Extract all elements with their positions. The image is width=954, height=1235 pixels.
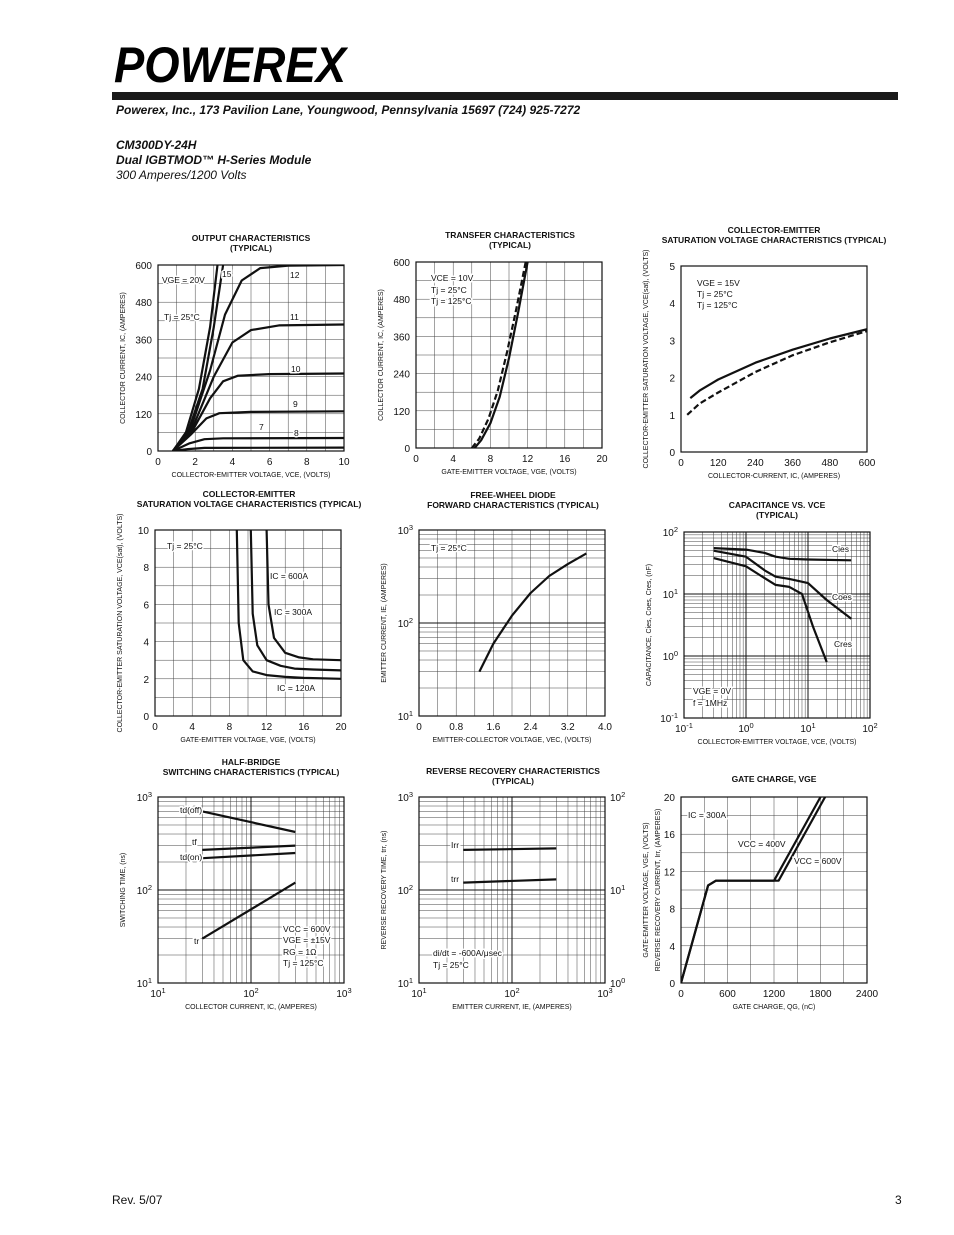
y-tick-label: 5 bbox=[669, 262, 675, 273]
chart-annotation: IC = 300A bbox=[688, 810, 727, 820]
chart-annotation: VCC = 400V bbox=[738, 839, 786, 849]
chart-9-grid bbox=[681, 797, 867, 983]
chart-annotation: di/dt = -600A/μsec bbox=[433, 948, 502, 958]
chart-4-title-line: COLLECTOR-EMITTER bbox=[202, 489, 296, 499]
y-axis-label: EMITTER CURRENT, IE, (AMPERES) bbox=[381, 563, 388, 683]
y-tick-label: 0 bbox=[146, 447, 152, 458]
x-tick-label: $10^0$ bbox=[738, 721, 754, 735]
x-axis-label: COLLECTOR-EMITTER VOLTAGE, VCE, (VOLTS) bbox=[171, 472, 331, 479]
x-tick-label: 2.4 bbox=[523, 722, 538, 733]
chart-5-title-line: FREE-WHEEL DIODE bbox=[470, 490, 556, 500]
x-tick-label: 0 bbox=[413, 454, 419, 465]
y-tick-label: 4 bbox=[143, 637, 149, 649]
chart-annotation: trr bbox=[451, 874, 460, 884]
x-tick-label: 0 bbox=[416, 722, 422, 733]
y-tick-label: $10^3$ bbox=[397, 523, 413, 537]
chart-4 bbox=[117, 514, 347, 744]
chart-annotation: td(on) bbox=[180, 852, 203, 862]
x-axis-label: COLLECTOR-CURRENT, IC, (AMPERES) bbox=[707, 473, 841, 480]
x-tick-label: 6 bbox=[266, 457, 273, 468]
chart-annotation: VGE = ±15V bbox=[283, 935, 331, 945]
y-tick-label: $10^2$ bbox=[136, 883, 152, 897]
chart-annotation: td(off) bbox=[180, 805, 203, 815]
chart-1 bbox=[120, 261, 350, 479]
chart-annotation: f = 1MHz bbox=[693, 698, 728, 708]
y-tick-label: 6 bbox=[143, 600, 149, 612]
x-tick-label: 20 bbox=[335, 722, 347, 733]
chart-3-title-line: COLLECTOR-EMITTER bbox=[727, 225, 821, 235]
y-tick-label: 0 bbox=[669, 448, 675, 459]
chart-7-subtitle: SWITCHING CHARACTERISTICS (TYPICAL) bbox=[162, 766, 340, 777]
y-tick-label: 0 bbox=[404, 444, 410, 455]
series-line bbox=[202, 853, 295, 858]
chart-1-title-line: OUTPUT CHARACTERISTICS bbox=[191, 233, 311, 243]
chart-annotation: 11 bbox=[290, 312, 299, 322]
y-tick-label: 0 bbox=[143, 712, 149, 723]
x-tick-label: $10^1$ bbox=[150, 986, 166, 1000]
y-tick-label: 4 bbox=[669, 299, 675, 311]
x-tick-label: 1200 bbox=[762, 989, 786, 1000]
chart-6-title-line: CAPACITANCE VS. VCE bbox=[728, 500, 826, 510]
x-tick-label: 8 bbox=[304, 457, 310, 468]
chart-annotation: 15 bbox=[222, 269, 232, 279]
x-tick-label: 8 bbox=[487, 454, 494, 465]
x-tick-label: $10^2$ bbox=[504, 986, 520, 1000]
y-axis-label: COLLECTOR-EMITTER SATURATION VOLTAGE, VCE(sat), (VOLTS) bbox=[643, 249, 650, 469]
chart-annotation: VGE = 15V bbox=[697, 278, 740, 288]
chart-annotation: Tj = 125°C bbox=[431, 296, 472, 306]
chart-annotation: IC = 120A bbox=[277, 683, 316, 693]
chart-annotation: VCC = 600V bbox=[794, 856, 842, 866]
y-tick-label: 360 bbox=[135, 335, 152, 347]
y-tick-label: 480 bbox=[135, 298, 152, 310]
y-tick-label: $10^{-1}$ bbox=[660, 711, 678, 725]
y-tick-label: 12 bbox=[663, 867, 675, 879]
chart-5 bbox=[381, 523, 612, 744]
x-tick-label: 0 bbox=[678, 989, 684, 1000]
y-axis-label: COLLECTOR CURRENT, IC, (AMPERES) bbox=[120, 292, 127, 424]
y-tick-label: $10^2$ bbox=[397, 883, 413, 897]
chart-annotation: Cres bbox=[834, 639, 852, 649]
y-tick-label: 240 bbox=[135, 372, 152, 384]
chart-annotation: VCC = 600V bbox=[283, 924, 331, 934]
chart-1-subtitle: (TYPICAL) bbox=[229, 242, 273, 253]
y-tick-label: 120 bbox=[393, 406, 410, 418]
chart-annotation: 10 bbox=[291, 364, 301, 374]
x-tick-label: 8 bbox=[226, 722, 233, 733]
y-axis-label: COLLECTOR-EMITTER SATURATION VOLTAGE, VCE(sat), (VOLTS) bbox=[117, 513, 124, 733]
y-axis-label: SWITCHING TIME, (ns) bbox=[120, 852, 127, 928]
x-tick-label: $10^{-1}$ bbox=[675, 721, 693, 735]
x-tick-label: 0.8 bbox=[449, 722, 464, 733]
chart-6-subtitle: (TYPICAL) bbox=[755, 509, 799, 520]
chart-annotation: IC = 300A bbox=[274, 607, 313, 617]
y-right-tick-label: $10^2$ bbox=[610, 790, 626, 804]
chart-annotation: 7 bbox=[259, 422, 264, 432]
y-axis-label: GATE-EMITTER VOLTAGE, VGE, (VOLTS) bbox=[643, 822, 650, 958]
y-tick-label: $10^3$ bbox=[136, 790, 152, 804]
chart-annotation: Tj = 25°C bbox=[164, 312, 200, 322]
x-axis-label: GATE CHARGE, QG, (nC) bbox=[732, 1004, 816, 1011]
series-line bbox=[202, 846, 295, 850]
y-tick-label: 16 bbox=[663, 830, 675, 842]
chart-annotation: tf bbox=[192, 837, 197, 847]
y-tick-label: 2 bbox=[669, 373, 675, 385]
x-tick-label: 0 bbox=[152, 722, 158, 733]
chart-7-title-line: HALF-BRIDGE bbox=[221, 757, 281, 767]
chart-3-subtitle: SATURATION VOLTAGE CHARACTERISTICS (TYPICAL) bbox=[661, 234, 887, 245]
y-tick-label: 600 bbox=[393, 258, 410, 269]
x-tick-label: 10 bbox=[338, 457, 350, 468]
logo-text: POWEREX bbox=[114, 40, 348, 88]
y-right-tick-label: $10^0$ bbox=[610, 976, 626, 990]
chart-annotation: VGE = 20V bbox=[162, 275, 205, 285]
chart-3 bbox=[643, 250, 876, 480]
series-line bbox=[251, 530, 341, 670]
chart-annotation: 9 bbox=[293, 399, 298, 409]
y-axis-label: REVERSE RECOVERY TIME, trr, (ns) bbox=[381, 830, 388, 950]
x-tick-label: 120 bbox=[709, 458, 727, 469]
x-tick-label: 3.2 bbox=[560, 722, 575, 733]
x-tick-label: 600 bbox=[719, 989, 736, 1000]
chart-annotation: IC = 600A bbox=[270, 571, 309, 581]
part-number: CM300DY-24H bbox=[116, 138, 197, 152]
y-tick-label: 0 bbox=[669, 979, 675, 990]
y-right-tick-label: $10^1$ bbox=[610, 883, 626, 897]
x-tick-label: 360 bbox=[784, 458, 801, 469]
x-tick-label: 0 bbox=[678, 458, 684, 469]
y-tick-label: 600 bbox=[135, 261, 152, 272]
chart-annotation: 8 bbox=[294, 428, 299, 438]
y-tick-label: 8 bbox=[143, 563, 149, 575]
chart-8-subtitle: (TYPICAL) bbox=[491, 775, 535, 786]
x-tick-label: 1.6 bbox=[486, 722, 501, 733]
x-tick-label: $10^1$ bbox=[411, 986, 427, 1000]
x-tick-label: 12 bbox=[522, 454, 534, 465]
y-tick-label: $10^1$ bbox=[397, 709, 413, 723]
x-tick-label: 4 bbox=[189, 722, 195, 733]
chart-9 bbox=[643, 793, 879, 1011]
y-tick-label: 3 bbox=[669, 336, 675, 348]
y-tick-label: 8 bbox=[669, 904, 675, 916]
y-tick-label: 120 bbox=[135, 409, 152, 421]
chart-annotation: Coes bbox=[832, 592, 852, 602]
y-tick-label: 2 bbox=[143, 674, 149, 686]
x-tick-label: 1800 bbox=[809, 989, 832, 1000]
chart-annotation: 12 bbox=[290, 270, 300, 280]
y-tick-label: $10^2$ bbox=[662, 525, 678, 539]
y-right-axis-label: REVERSE RECOVERY CURRENT, Irr, (AMPERES) bbox=[655, 808, 662, 972]
x-tick-label: $10^3$ bbox=[597, 986, 613, 1000]
x-tick-label: $10^2$ bbox=[243, 986, 259, 1000]
product-name: Dual IGBTMOD™ H-Series Module bbox=[116, 153, 312, 167]
series-line bbox=[463, 848, 556, 850]
chart-annotation: VCE = 10V bbox=[431, 273, 474, 283]
x-tick-label: $10^1$ bbox=[800, 721, 816, 735]
company-address: Powerex, Inc., 173 Pavilion Lane, Youngwood, Pennsylvania 15697 (724) 925-7272 bbox=[116, 103, 581, 117]
y-tick-label: 20 bbox=[663, 793, 675, 804]
chart-annotation: Tj = 25°C bbox=[431, 543, 467, 553]
y-tick-label: $10^0$ bbox=[662, 649, 678, 663]
x-tick-label: $10^3$ bbox=[336, 986, 352, 1000]
chart-7 bbox=[120, 790, 352, 1011]
x-axis-label: EMITTER CURRENT, IE, (AMPERES) bbox=[452, 1004, 572, 1011]
chart-2 bbox=[378, 258, 608, 476]
y-tick-label: $10^2$ bbox=[397, 616, 413, 630]
x-axis-label: COLLECTOR CURRENT, IC, (AMPERES) bbox=[185, 1004, 317, 1011]
chart-annotation: Tj = 125°C bbox=[697, 300, 738, 310]
y-tick-label: 480 bbox=[393, 295, 410, 307]
chart-6 bbox=[646, 525, 878, 746]
chart-annotation: Tj = 25°C bbox=[697, 289, 733, 299]
series-line bbox=[463, 879, 556, 882]
x-axis-label: GATE-EMITTER VOLTAGE, VGE, (VOLTS) bbox=[180, 737, 316, 744]
x-tick-label: 12 bbox=[261, 722, 273, 733]
y-axis-label: COLLECTOR CURRENT, IC, (AMPERES) bbox=[378, 289, 385, 421]
y-tick-label: $10^1$ bbox=[662, 587, 678, 601]
y-tick-label: 1 bbox=[669, 410, 675, 422]
series-line bbox=[202, 811, 295, 832]
chart-annotation: Cies bbox=[832, 544, 850, 554]
revision: Rev. 5/07 bbox=[112, 1193, 163, 1207]
x-tick-label: 16 bbox=[298, 722, 310, 733]
chart-annotation: Tj = 25°C bbox=[167, 541, 203, 551]
x-tick-label: 2 bbox=[192, 457, 198, 468]
series-line bbox=[479, 553, 586, 671]
x-tick-label: 4 bbox=[229, 457, 236, 468]
chart-5-subtitle: FORWARD CHARACTERISTICS (TYPICAL) bbox=[427, 499, 599, 510]
chart-annotation: tr bbox=[194, 936, 200, 946]
chart-annotation: VGE = 0V bbox=[693, 686, 732, 696]
chart-4-subtitle: SATURATION VOLTAGE CHARACTERISTICS (TYPICAL) bbox=[136, 498, 362, 509]
x-tick-label: $10^2$ bbox=[862, 721, 878, 735]
chart-annotation: Tj = 125°C bbox=[283, 958, 324, 968]
x-axis-label: COLLECTOR-EMITTER VOLTAGE, VCE, (VOLTS) bbox=[697, 739, 857, 746]
y-axis-label: CAPACITANCE, Cies, Coes, Cres, (nF) bbox=[646, 563, 653, 687]
rating: 300 Amperes/1200 Volts bbox=[116, 168, 247, 182]
y-tick-label: $10^1$ bbox=[136, 976, 152, 990]
x-tick-label: 4 bbox=[450, 454, 456, 465]
x-tick-label: 2400 bbox=[855, 989, 879, 1000]
y-tick-label: $10^1$ bbox=[397, 976, 413, 990]
y-tick-label: $10^3$ bbox=[397, 790, 413, 804]
x-tick-label: 480 bbox=[821, 458, 839, 469]
page-number: 3 bbox=[895, 1193, 902, 1207]
y-tick-label: 240 bbox=[393, 369, 410, 381]
chart-annotation: Irr bbox=[451, 840, 460, 850]
chart-1-grid bbox=[158, 265, 344, 451]
chart-8 bbox=[381, 790, 662, 1011]
chart-2-subtitle: (TYPICAL) bbox=[488, 239, 532, 250]
chart-annotation: Tj = 25°C bbox=[431, 285, 467, 295]
x-tick-label: 20 bbox=[596, 454, 608, 465]
y-tick-label: 10 bbox=[137, 526, 149, 537]
x-axis-label: EMITTER-COLLECTOR VOLTAGE, VEC, (VOLTS) bbox=[432, 737, 592, 744]
y-tick-label: 4 bbox=[669, 941, 675, 953]
chart-annotation: RG = 1Ω bbox=[283, 947, 317, 957]
x-tick-label: 240 bbox=[747, 458, 764, 469]
series-line bbox=[687, 331, 867, 415]
chart-9-title-line: GATE CHARGE, VGE bbox=[731, 774, 817, 784]
x-tick-label: 4.0 bbox=[598, 722, 612, 733]
chart-annotation: Tj = 25°C bbox=[433, 960, 469, 970]
chart-2-title-line: TRANSFER CHARACTERISTICS bbox=[445, 230, 575, 240]
chart-8-title-line: REVERSE RECOVERY CHARACTERISTICS bbox=[426, 766, 600, 776]
x-axis-label: GATE-EMITTER VOLTAGE, VGE, (VOLTS) bbox=[441, 469, 577, 476]
x-tick-label: 0 bbox=[155, 457, 161, 468]
y-tick-label: 360 bbox=[393, 332, 410, 344]
x-tick-label: 600 bbox=[858, 458, 876, 469]
x-tick-label: 16 bbox=[559, 454, 571, 465]
